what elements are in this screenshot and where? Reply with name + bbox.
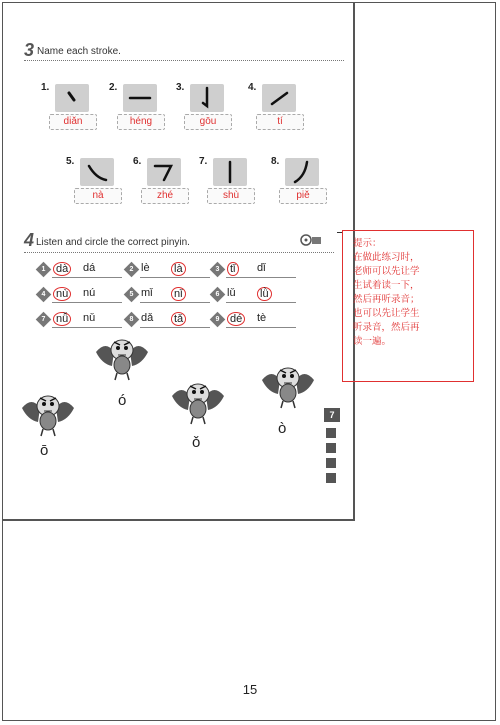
section-divider	[24, 252, 334, 253]
pinyin-option-b[interactable]: tè	[257, 312, 267, 324]
pinyin-option-b[interactable]: dá	[83, 262, 96, 274]
answer-line	[52, 302, 122, 303]
stroke-glyph-icon	[55, 84, 89, 112]
section-3-number: 3	[24, 40, 35, 60]
stroke-glyph-icon	[262, 84, 296, 112]
pinyin-option-b[interactable]: nú	[83, 287, 96, 299]
pinyin-option-row	[212, 262, 302, 278]
pinyin-option-row	[126, 312, 216, 328]
pinyin-option-row	[212, 312, 302, 328]
stroke-card	[190, 84, 224, 112]
tab-square	[326, 473, 336, 483]
bird-figure	[168, 376, 228, 431]
pinyin-option-a[interactable]: tǐ	[227, 262, 239, 276]
answer-line	[140, 327, 210, 328]
pinyin-option-b[interactable]: là	[171, 262, 186, 276]
item-number-badge: 6	[210, 287, 226, 303]
pinyin-option-a[interactable]: dé	[227, 312, 245, 326]
note-line-text: 然后再听录音；	[353, 294, 420, 305]
note-line-text: 老师可以先让学	[353, 266, 420, 277]
note-line-text: 听录音，然后再	[353, 322, 420, 333]
bird-figure	[92, 332, 152, 387]
stroke-glyph-icon	[190, 84, 224, 112]
stroke-card	[147, 158, 181, 186]
tone-label: ǒ	[192, 434, 201, 451]
tab-square	[326, 428, 336, 438]
stroke-glyph-icon	[123, 84, 157, 112]
stroke-number: 2.	[109, 82, 118, 93]
tone-label: ò	[278, 420, 287, 437]
teacher-note	[342, 230, 474, 382]
bird-figure	[258, 360, 318, 415]
answer-line	[226, 302, 296, 303]
page-number: 15	[242, 682, 258, 697]
stroke-number: 6.	[133, 156, 142, 167]
stroke-card	[55, 84, 89, 112]
item-number-badge: 5	[124, 287, 140, 303]
item-number-badge: 4	[36, 287, 52, 303]
answer-line	[52, 277, 122, 278]
stroke-number: 8.	[271, 156, 280, 167]
pinyin-option-row	[38, 287, 128, 303]
pinyin-option-row	[38, 312, 128, 328]
stroke-pinyin: zhé	[141, 188, 189, 204]
stroke-glyph-icon	[147, 158, 181, 186]
item-number-badge: 3	[210, 262, 226, 278]
stroke-pinyin: shù	[207, 188, 255, 204]
stroke-pinyin: tí	[256, 114, 304, 130]
section-3-title: Name each stroke.	[37, 46, 121, 57]
answer-line	[140, 302, 210, 303]
bird-figure	[18, 388, 78, 443]
note-line-text: 生试着读一下，	[353, 280, 420, 291]
answer-line	[226, 277, 296, 278]
stroke-card	[123, 84, 157, 112]
stroke-glyph-icon	[213, 158, 247, 186]
cd-audio-icon	[300, 234, 322, 246]
section-4-number: 4	[24, 230, 35, 250]
item-number-badge: 1	[36, 262, 52, 278]
stroke-pinyin: diǎn	[49, 114, 97, 130]
item-number-badge: 9	[210, 312, 226, 328]
note-line-text: 提示：	[353, 238, 382, 249]
pinyin-option-b[interactable]: dǐ	[257, 262, 266, 274]
stroke-card	[285, 158, 319, 186]
stroke-pinyin: gōu	[184, 114, 232, 130]
note-line-text: 读一遍。	[353, 336, 392, 347]
pinyin-option-row	[126, 262, 216, 278]
stroke-card	[213, 158, 247, 186]
unit-tab: 7	[324, 408, 340, 422]
pinyin-option-b[interactable]: lǜ	[257, 287, 272, 301]
note-line-text: 在做此练习时，	[353, 252, 420, 263]
section-4-title: Listen and circle the correct pinyin.	[36, 237, 190, 248]
pinyin-option-a[interactable]: lǔ	[227, 287, 236, 299]
pinyin-option-a[interactable]: dǎ	[141, 312, 154, 324]
pinyin-option-a[interactable]: dà	[53, 262, 71, 276]
stroke-number: 4.	[248, 82, 257, 93]
stroke-number: 7.	[199, 156, 208, 167]
stroke-pinyin: héng	[117, 114, 165, 130]
stroke-glyph-icon	[80, 158, 114, 186]
stroke-card	[262, 84, 296, 112]
pinyin-option-a[interactable]: lè	[141, 262, 150, 274]
tab-square	[326, 443, 336, 453]
answer-line	[226, 327, 296, 328]
pinyin-option-row	[126, 287, 216, 303]
item-number-badge: 8	[124, 312, 140, 328]
stroke-glyph-icon	[285, 158, 319, 186]
item-number-badge: 2	[124, 262, 140, 278]
pinyin-option-a[interactable]: mǐ	[141, 287, 153, 299]
note-line-text: 也可以先让学生	[353, 308, 420, 319]
answer-line	[52, 327, 122, 328]
item-number-badge: 7	[36, 312, 52, 328]
stroke-number: 5.	[66, 156, 75, 167]
pinyin-option-b[interactable]: nǐ	[171, 287, 186, 301]
tab-square	[326, 458, 336, 468]
pinyin-option-a[interactable]: nǚ	[53, 312, 71, 326]
pinyin-option-row	[38, 262, 128, 278]
pinyin-option-b[interactable]: tǎ	[171, 312, 186, 326]
answer-line	[140, 277, 210, 278]
stroke-pinyin: piě	[279, 188, 327, 204]
pinyin-option-a[interactable]: nù	[53, 287, 71, 301]
tone-label: ō	[40, 442, 49, 459]
tone-label: ó	[118, 392, 127, 409]
stroke-pinyin: nà	[74, 188, 122, 204]
stroke-number: 1.	[41, 82, 50, 93]
stroke-number: 3.	[176, 82, 185, 93]
pinyin-option-row	[212, 287, 302, 303]
pinyin-option-b[interactable]: nǔ	[83, 312, 96, 324]
stroke-card	[80, 158, 114, 186]
section-divider	[24, 60, 344, 61]
